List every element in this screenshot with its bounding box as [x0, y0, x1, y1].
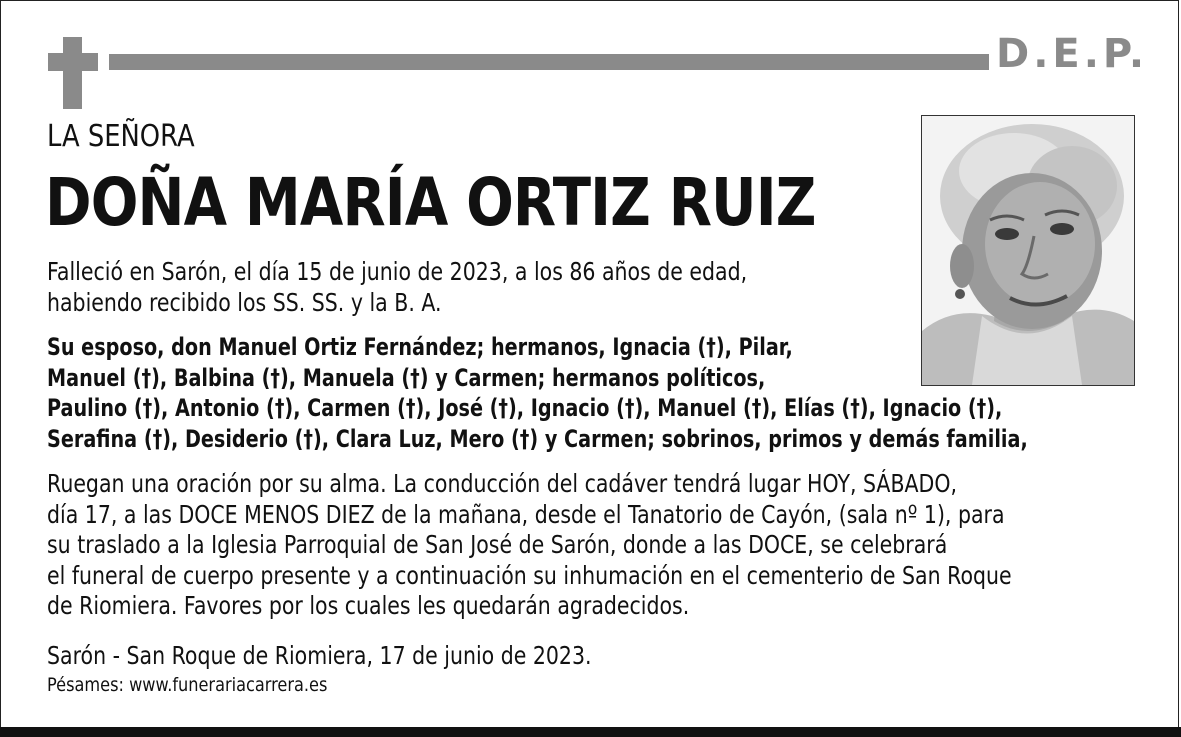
family-line: Serafina (†), Desiderio (†), Clara Luz, Mero (†) y Carmen; sobrinos, primos y demás familia, [47, 424, 1028, 453]
funeral-line: día 17, a las DOCE MENOS DIEZ de la mañana, desde el Tanatorio de Cayón, (sala nº 1), para [47, 499, 1005, 529]
dep-heading: D.E.P. [996, 31, 1149, 77]
condolences-link: Pésames: www.funerariacarrera.es [47, 674, 328, 696]
deceased-name: DOÑA MARÍA ORTIZ RUIZ [45, 164, 816, 241]
family-paragraph [47, 332, 1028, 454]
place-date: Sarón - San Roque de Riomiera, 17 de junio de 2023. [47, 641, 592, 670]
death-line: habiendo recibido los SS. SS. y la B. A. [47, 287, 442, 317]
family-line: Su esposo, don Manuel Ortiz Fernández; hermanos, Ignacia (†), Pilar, [47, 333, 793, 361]
death-line: Falleció en Sarón, el día 15 de junio de 2023, a los 86 años de edad, [47, 257, 748, 286]
cross-icon [63, 37, 82, 109]
funeral-line: el funeral de cuerpo presente y a continuación su inhumación en el cementerio de San Roque [47, 560, 1012, 590]
funeral-line: Ruegan una oración por su alma. La conducción del cadáver tendrá lugar HOY, SÁBADO, [47, 469, 957, 498]
death-paragraph [47, 257, 747, 318]
funeral-line: su traslado a la Iglesia Parroquial de San José de Sarón, donde a las DOCE, se celebrará [47, 530, 948, 559]
title-prefix: LA SEÑORA [47, 119, 195, 154]
family-line: Paulino (†), Antonio (†), Carmen (†), José (†), Ignacio (†), Manuel (†), Elías (†), Ignacio (†), [47, 394, 1003, 422]
header-rule [109, 54, 989, 70]
funeral-paragraph [47, 469, 1012, 622]
bottom-rule [0, 727, 1181, 737]
cross-icon-bar [48, 53, 98, 71]
family-line: Manuel (†), Balbina (†), Manuela (†) y Carmen; hermanos políticos, [47, 363, 766, 392]
funeral-line: de Riomiera. Favores por los cuales les quedarán agradecidos. [47, 591, 690, 620]
